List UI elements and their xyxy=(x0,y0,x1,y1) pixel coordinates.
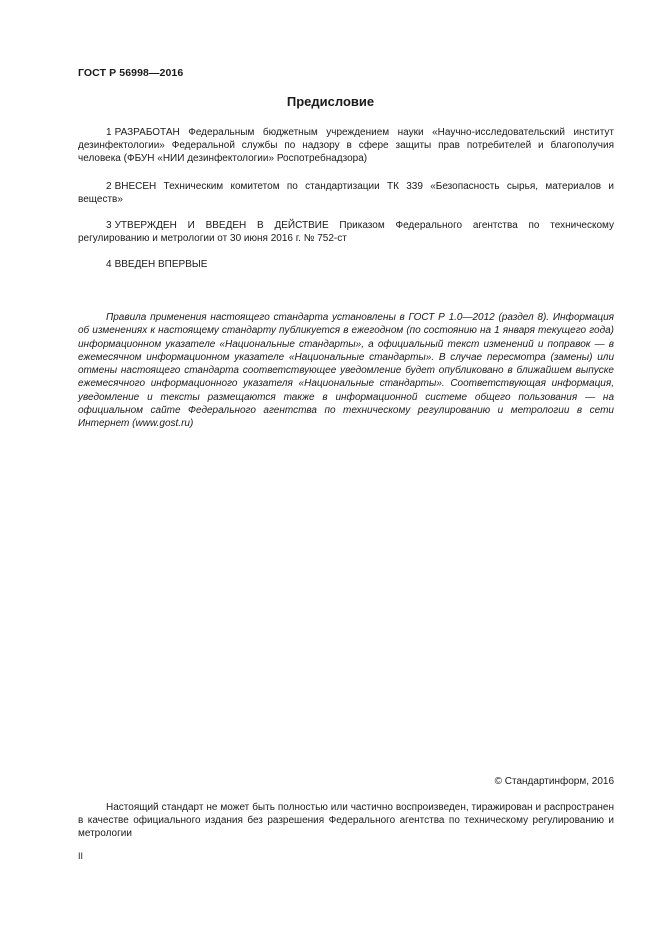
item-text: РАЗРАБОТАН Федеральным бюджетным учреждением науки «Научно-исследовательский институт дезинфектологии» Федеральной службы по надзору в сфере защиты прав потребителей и благополучия человека (ФБУН «НИИ дезинфектологии» Роспотребнадзора) xyxy=(78,127,614,164)
item-number: 1 xyxy=(106,127,112,138)
note-text: Правила применения настоящего стандарта установлены в ГОСТ Р 1.0—2012 (раздел 8). Информация об изменениях к настоящему стандарту публикуется в ежегодном (по состоянию на 1 января текущего года) информационном указателе «Национальные стандарты», а официальный текст изменений и поправок — в ежемесячном информационном указателе «Национальные стандарты». В случае пересмотра (замены) или отмены настоящего стандарта соответствующее уведомление будет опубликовано в ближайшем выпуске ежемесячного информационного указателя «Национальные стандарты». Соответствующая информация, уведомление и тексты размещаются также в информационной системе общего пользования — на официальном сайте Федерального агентства по техническому регулированию и метрологии в сети Интернет (www.gost.ru) xyxy=(78,312,614,430)
foreword-item-4 xyxy=(78,258,614,271)
item-number: 4 xyxy=(106,259,112,270)
item-text: УТВЕРЖДЕН И ВВЕДЕН В ДЕЙСТВИЕ Приказом Федерального агентства по техническому регулированию и метрологии от 30 июня 2016 г. № 752-ст xyxy=(78,220,614,244)
item-number: 2 xyxy=(106,181,112,192)
foreword-item-3 xyxy=(78,219,614,245)
item-text: ВНЕСЕН Техническим комитетом по стандартизации ТК 339 «Безопасность сырья, материалов и веществ» xyxy=(78,181,614,205)
page-title: Предисловие xyxy=(286,94,375,109)
standard-id-header: ГОСТ Р 56998—2016 xyxy=(78,67,184,79)
legal-notice-text: Настоящий стандарт не может быть полностью или частично воспроизведен, тиражирован и распространен в качестве официального издания без разрешения Федерального агентства по техническому регулированию и метрологии xyxy=(78,802,614,839)
item-text: ВВЕДЕН ВПЕРВЫЕ xyxy=(114,259,208,270)
application-rules-note xyxy=(78,311,614,431)
page-number: II xyxy=(78,851,84,861)
foreword-item-1 xyxy=(78,126,614,165)
foreword-item-2 xyxy=(78,180,614,206)
legal-notice xyxy=(78,801,614,840)
item-number: 3 xyxy=(106,220,112,231)
copyright-line: © Стандартинформ, 2016 xyxy=(494,776,614,787)
